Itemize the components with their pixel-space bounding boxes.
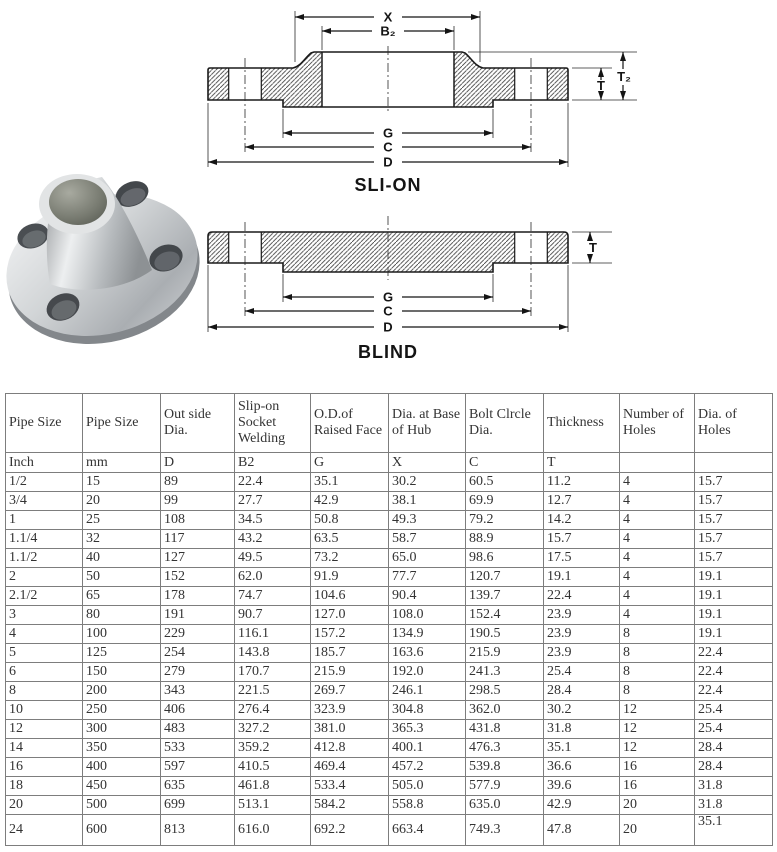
table-cell: 116.1 (235, 625, 311, 644)
table-cell: 90.4 (389, 587, 466, 606)
column-header: Dia. of Holes (695, 394, 773, 453)
table-cell: 3 (6, 606, 83, 625)
table-cell: 16 (620, 777, 695, 796)
table-cell: 276.4 (235, 701, 311, 720)
column-header: Thickness (544, 394, 620, 453)
table-cell: 4 (620, 511, 695, 530)
table-cell: 362.0 (466, 701, 544, 720)
table-header-row (6, 394, 773, 453)
column-symbol: C (466, 453, 544, 473)
table-cell: 304.8 (389, 701, 466, 720)
table-row (6, 644, 773, 663)
table-cell: 8 (620, 682, 695, 701)
table-cell: 2 (6, 568, 83, 587)
slip-on-flange-drawing (195, 0, 655, 205)
table-cell: 1.1/4 (6, 530, 83, 549)
table-cell: 88.9 (466, 530, 544, 549)
table-cell: 25 (83, 511, 161, 530)
table-cell: 749.3 (466, 815, 544, 846)
table-cell: 327.2 (235, 720, 311, 739)
table-cell: 125 (83, 644, 161, 663)
table-cell: 35.1 (544, 739, 620, 758)
table-cell: 15.7 (695, 473, 773, 492)
table-cell: 359.2 (235, 739, 311, 758)
table-cell: 65 (83, 587, 161, 606)
table-cell: 15.7 (695, 492, 773, 511)
table-cell: 42.9 (311, 492, 389, 511)
table-row (6, 530, 773, 549)
table-cell: 139.7 (466, 587, 544, 606)
table-cell: 108 (161, 511, 235, 530)
dim-label-t: T (589, 240, 597, 255)
table-cell: 6 (6, 663, 83, 682)
table-cell: 14 (6, 739, 83, 758)
table-cell: 558.8 (389, 796, 466, 815)
table-cell: 597 (161, 758, 235, 777)
table-cell: 431.8 (466, 720, 544, 739)
dim-label-g: G (382, 125, 394, 141)
table-row (6, 720, 773, 739)
table-cell: 692.2 (311, 815, 389, 846)
table-cell: 476.3 (466, 739, 544, 758)
table-cell: 365.3 (389, 720, 466, 739)
table-cell: 12 (620, 720, 695, 739)
table-row (6, 701, 773, 720)
table-cell: 152.4 (466, 606, 544, 625)
table-cell: 15.7 (695, 511, 773, 530)
column-symbol: mm (83, 453, 161, 473)
table-cell: 8 (620, 663, 695, 682)
table-cell: 500 (83, 796, 161, 815)
table-cell: 35.1 (695, 815, 773, 846)
table-cell: 23.9 (544, 606, 620, 625)
table-row (6, 739, 773, 758)
table-cell: 457.2 (389, 758, 466, 777)
table-cell: 49.3 (389, 511, 466, 530)
column-symbol: Inch (6, 453, 83, 473)
table-cell: 58.7 (389, 530, 466, 549)
table-cell: 27.7 (235, 492, 311, 511)
column-header: Pipe Size (6, 394, 83, 453)
table-cell: 600 (83, 815, 161, 846)
weld-neck-flange-photo (0, 152, 220, 364)
table-cell: 35.1 (311, 473, 389, 492)
table-cell: 28.4 (695, 739, 773, 758)
table-cell: 22.4 (695, 682, 773, 701)
table-row (6, 492, 773, 511)
table-cell: 20 (6, 796, 83, 815)
table-cell: 533.4 (311, 777, 389, 796)
column-header: Pipe Size (83, 394, 161, 453)
table-cell: 19.1 (695, 568, 773, 587)
table-cell: 60.5 (466, 473, 544, 492)
table-cell: 11.2 (544, 473, 620, 492)
dim-label-t: T (597, 78, 605, 93)
table-cell: 635.0 (466, 796, 544, 815)
table-cell: 254 (161, 644, 235, 663)
table-row (6, 796, 773, 815)
table-cell: 635 (161, 777, 235, 796)
table-cell: 22.4 (235, 473, 311, 492)
table-row (6, 511, 773, 530)
table-cell: 30.2 (544, 701, 620, 720)
table-cell: 215.9 (311, 663, 389, 682)
table-cell: 450 (83, 777, 161, 796)
table-cell: 25.4 (695, 701, 773, 720)
table-cell: 152 (161, 568, 235, 587)
table-cell: 24 (6, 815, 83, 846)
table-cell: 8 (6, 682, 83, 701)
table-cell: 19.1 (695, 606, 773, 625)
table-cell: 34.5 (235, 511, 311, 530)
table-cell: 50 (83, 568, 161, 587)
table-row (6, 473, 773, 492)
dim-label-c: C (383, 139, 393, 155)
table-cell: 279 (161, 663, 235, 682)
table-cell: 40 (83, 549, 161, 568)
table-cell: 229 (161, 625, 235, 644)
table-cell: 4 (620, 606, 695, 625)
table-cell: 505.0 (389, 777, 466, 796)
table-cell: 157.2 (311, 625, 389, 644)
flange-dimension-table (5, 393, 773, 846)
table-cell: 104.6 (311, 587, 389, 606)
table-cell: 539.8 (466, 758, 544, 777)
table-cell: 14.2 (544, 511, 620, 530)
column-symbol (620, 453, 695, 473)
column-symbol (695, 453, 773, 473)
table-row (6, 682, 773, 701)
table-cell: 2.1/2 (6, 587, 83, 606)
table-cell: 191 (161, 606, 235, 625)
table-cell: 143.8 (235, 644, 311, 663)
table-cell: 98.6 (466, 549, 544, 568)
flange-photo-group (0, 174, 215, 363)
table-cell: 15.7 (544, 530, 620, 549)
table-cell: 350 (83, 739, 161, 758)
table-cell: 38.1 (389, 492, 466, 511)
table-row (6, 568, 773, 587)
column-symbol: D (161, 453, 235, 473)
table-cell: 22.4 (695, 663, 773, 682)
table-cell: 31.8 (695, 777, 773, 796)
table-cell: 4 (6, 625, 83, 644)
table-cell: 36.6 (544, 758, 620, 777)
dim-label-x: X (383, 9, 393, 25)
column-symbol: G (311, 453, 389, 473)
table-cell: 400 (83, 758, 161, 777)
table-cell: 4 (620, 492, 695, 511)
table-cell: 533 (161, 739, 235, 758)
table-cell: 12 (620, 739, 695, 758)
table-cell: 4 (620, 549, 695, 568)
table-cell: 23.9 (544, 644, 620, 663)
table-cell: 23.9 (544, 625, 620, 644)
table-cell: 15 (83, 473, 161, 492)
table-cell: 89 (161, 473, 235, 492)
table-cell: 20 (620, 815, 695, 846)
table-cell: 1 (6, 511, 83, 530)
table-cell: 65.0 (389, 549, 466, 568)
table-cell: 616.0 (235, 815, 311, 846)
dim-label-b2: B₂ (380, 23, 396, 39)
table-row (6, 777, 773, 796)
table-cell: 461.8 (235, 777, 311, 796)
table-body (6, 473, 773, 846)
table-cell: 62.0 (235, 568, 311, 587)
table-cell: 298.5 (466, 682, 544, 701)
table-cell: 39.6 (544, 777, 620, 796)
column-header: Out side Dia. (161, 394, 235, 453)
table-cell: 246.1 (389, 682, 466, 701)
table-cell: 12 (620, 701, 695, 720)
table-cell: 117 (161, 530, 235, 549)
table-subheader-row (6, 453, 773, 473)
table-cell: 469.4 (311, 758, 389, 777)
table-cell: 73.2 (311, 549, 389, 568)
table-cell: 4 (620, 587, 695, 606)
table-cell: 91.9 (311, 568, 389, 587)
table-cell: 1/2 (6, 473, 83, 492)
table-cell: 381.0 (311, 720, 389, 739)
table-cell: 99 (161, 492, 235, 511)
table-cell: 190.5 (466, 625, 544, 644)
table-cell: 30.2 (389, 473, 466, 492)
table-cell: 192.0 (389, 663, 466, 682)
dim-label-c: C (383, 303, 393, 319)
table-row (6, 549, 773, 568)
table-cell: 250 (83, 701, 161, 720)
column-header: Number of Holes (620, 394, 695, 453)
table-cell: 22.4 (695, 644, 773, 663)
table-row (6, 758, 773, 777)
table-cell: 25.4 (695, 720, 773, 739)
table-cell: 584.2 (311, 796, 389, 815)
table-cell: 4 (620, 568, 695, 587)
table-cell: 120.7 (466, 568, 544, 587)
table-cell: 74.7 (235, 587, 311, 606)
table-cell: 17.5 (544, 549, 620, 568)
table-cell: 63.5 (311, 530, 389, 549)
column-header: O.D.of Raised Face (311, 394, 389, 453)
table-cell: 18 (6, 777, 83, 796)
table-cell: 8 (620, 625, 695, 644)
column-header: Bolt Clrcle Dia. (466, 394, 544, 453)
table-cell: 79.2 (466, 511, 544, 530)
table-cell: 90.7 (235, 606, 311, 625)
table-cell: 200 (83, 682, 161, 701)
table-cell: 221.5 (235, 682, 311, 701)
table-cell: 4 (620, 530, 695, 549)
table-cell: 32 (83, 530, 161, 549)
table-cell: 16 (620, 758, 695, 777)
flange-bore (49, 179, 107, 225)
table-row (6, 587, 773, 606)
table-cell: 410.5 (235, 758, 311, 777)
table-cell: 15.7 (695, 530, 773, 549)
table-cell: 5 (6, 644, 83, 663)
table-cell: 12.7 (544, 492, 620, 511)
table-cell: 69.9 (466, 492, 544, 511)
table-cell: 134.9 (389, 625, 466, 644)
table-cell: 12 (6, 720, 83, 739)
table-cell: 16 (6, 758, 83, 777)
table-cell: 163.6 (389, 644, 466, 663)
table-cell: 323.9 (311, 701, 389, 720)
table-cell: 49.5 (235, 549, 311, 568)
column-symbol: T (544, 453, 620, 473)
table-cell: 406 (161, 701, 235, 720)
column-header: Dia. at Base of Hub (389, 394, 466, 453)
table-cell: 663.4 (389, 815, 466, 846)
table-cell: 215.9 (466, 644, 544, 663)
table-row (6, 625, 773, 644)
table-cell: 343 (161, 682, 235, 701)
table-cell: 483 (161, 720, 235, 739)
table-cell: 108.0 (389, 606, 466, 625)
table-cell: 22.4 (544, 587, 620, 606)
table-cell: 150 (83, 663, 161, 682)
blind-flange-drawing (195, 205, 655, 370)
table-cell: 50.8 (311, 511, 389, 530)
dim-label-g: G (382, 289, 394, 305)
table-cell: 15.7 (695, 549, 773, 568)
table-cell: 77.7 (389, 568, 466, 587)
table-cell: 170.7 (235, 663, 311, 682)
table-cell: 42.9 (544, 796, 620, 815)
column-symbol: B2 (235, 453, 311, 473)
column-header: Slip-on Socket Welding (235, 394, 311, 453)
table-cell: 31.8 (695, 796, 773, 815)
table-cell: 28.4 (544, 682, 620, 701)
dim-label-t2: T₂ (617, 69, 631, 84)
table-cell: 8 (620, 644, 695, 663)
table-cell: 185.7 (311, 644, 389, 663)
table-cell: 178 (161, 587, 235, 606)
table-cell: 699 (161, 796, 235, 815)
table-cell: 47.8 (544, 815, 620, 846)
slip-on-title: SLI-ON (354, 175, 422, 195)
table-cell: 813 (161, 815, 235, 846)
table-cell: 25.4 (544, 663, 620, 682)
table-cell: 400.1 (389, 739, 466, 758)
column-symbol: X (389, 453, 466, 473)
table-cell: 3/4 (6, 492, 83, 511)
table-row (6, 815, 773, 846)
table-cell: 100 (83, 625, 161, 644)
table-cell: 269.7 (311, 682, 389, 701)
table-cell: 4 (620, 473, 695, 492)
table-cell: 31.8 (544, 720, 620, 739)
table-row (6, 663, 773, 682)
table-cell: 19.1 (544, 568, 620, 587)
table-cell: 10 (6, 701, 83, 720)
blind-title: BLIND (358, 342, 418, 362)
table-cell: 20 (83, 492, 161, 511)
table-cell: 80 (83, 606, 161, 625)
table-cell: 28.4 (695, 758, 773, 777)
table-cell: 412.8 (311, 739, 389, 758)
table-cell: 20 (620, 796, 695, 815)
table-cell: 300 (83, 720, 161, 739)
table-cell: 577.9 (466, 777, 544, 796)
table-cell: 1.1/2 (6, 549, 83, 568)
table-cell: 513.1 (235, 796, 311, 815)
table-cell: 19.1 (695, 587, 773, 606)
table-row (6, 606, 773, 625)
dim-label-d: D (383, 154, 393, 170)
table-cell: 19.1 (695, 625, 773, 644)
table-cell: 43.2 (235, 530, 311, 549)
table-cell: 127 (161, 549, 235, 568)
table-cell: 127.0 (311, 606, 389, 625)
table-cell: 241.3 (466, 663, 544, 682)
dim-label-d: D (383, 319, 393, 335)
